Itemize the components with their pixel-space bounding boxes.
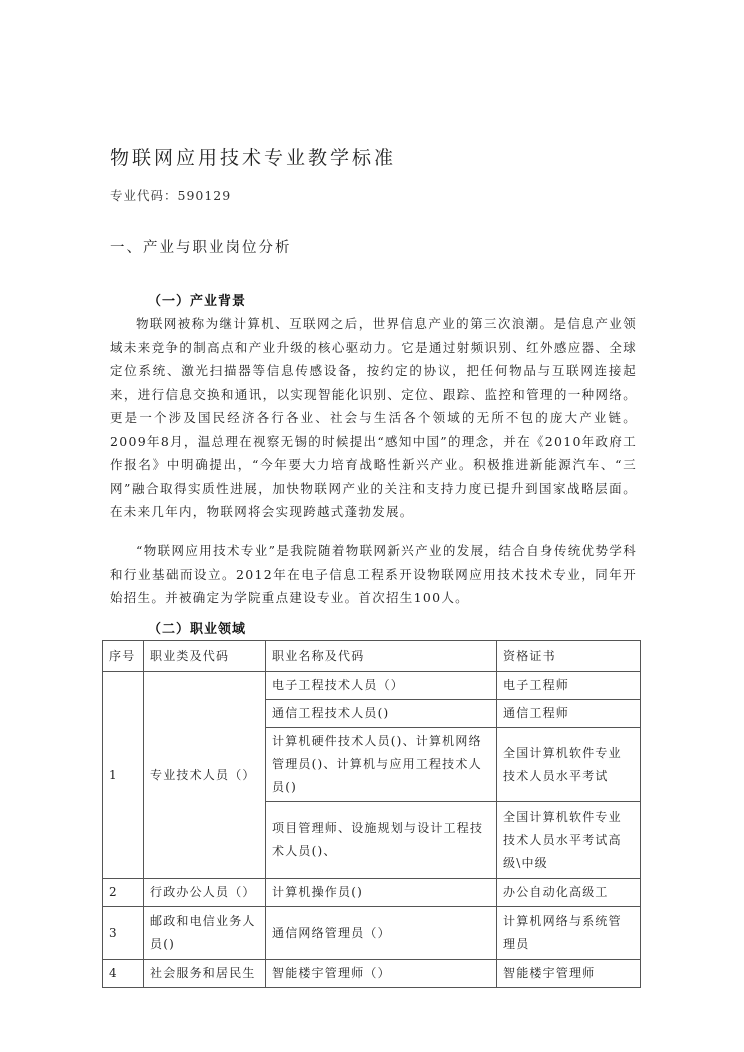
header-no: 序号: [103, 641, 144, 672]
cell-certificate: 通信工程师: [497, 700, 641, 728]
cell-job-name: 计算机操作员(): [266, 879, 497, 907]
cell-job-name: 计算机硬件技术人员()、计算机网络管理员()、计算机与应用工程技术人员(): [266, 728, 497, 802]
cell-job-name: 通信网络管理员（）: [266, 907, 497, 960]
cell-job-name: 项目管理师、设施规划与设计工程技术人员()、: [266, 802, 497, 879]
subsection-heading-career-fields: （二）职业领域: [148, 622, 247, 637]
header-job-name: 职业名称及代码: [266, 641, 497, 672]
cell-certificate: 全国计算机软件专业技术人员水平考试: [497, 728, 641, 802]
cell-job-name: 通信工程技术人员(): [266, 700, 497, 728]
cell-no: 2: [103, 879, 144, 907]
cell-certificate: 办公自动化高级工: [497, 879, 641, 907]
cell-category: 邮政和电信业务人员(): [144, 907, 266, 960]
cell-no: 1: [103, 672, 144, 879]
table-row: [103, 960, 641, 988]
header-category: 职业类及代码: [144, 641, 266, 672]
table-row: [103, 672, 641, 700]
document-title: 物联网应用技术专业教学标准: [110, 147, 397, 169]
cell-no: 3: [103, 907, 144, 960]
cell-job-name: 智能楼宇管理师（）: [266, 960, 497, 988]
header-certificate: 资格证书: [497, 641, 641, 672]
table-header-row: [103, 641, 641, 672]
cell-category: 专业技术人员（）: [144, 672, 266, 879]
cell-certificate: 智能楼宇管理师: [497, 960, 641, 988]
major-code: 专业代码：590129: [110, 188, 232, 203]
subsection-heading-industry-background: （一）产业背景: [148, 294, 247, 309]
paragraph-major-establishment: “物联网应用技术专业”是我院随着物联网新兴产业的发展，结合自身传统优势学科和行业基础而设立。2012年在电子信息工程系开设物联网应用技术技术专业，同年开始招生。并被确定为学院重点建设专业。首次招生100人。: [110, 543, 637, 605]
section-heading-industry-analysis: 一、产业与职业岗位分析: [110, 240, 292, 256]
cell-certificate: 电子工程师: [497, 672, 641, 700]
cell-no: 4: [103, 960, 144, 988]
cell-certificate: 全国计算机软件专业技术人员水平考试高级\中级: [497, 802, 641, 879]
table-row: [103, 879, 641, 907]
cell-category: 社会服务和居民生: [144, 960, 266, 988]
cell-job-name: 电子工程技术人员（）: [266, 672, 497, 700]
career-fields-table: [102, 640, 641, 988]
paragraph-industry-background: 物联网被称为继计算机、互联网之后，世界信息产业的第三次浪潮。是信息产业领域未来竞争的制高点和产业升级的核心驱动力。它是通过射频识别、红外感应器、全球定位系统、激光扫描器等信息传感设备，按约定的协议，把任何物品与互联网连接起来，进行信息交换和通讯，以实现智能化识别、定位、跟踪、监控和管理的一种网络。更是一个涉及国民经济各行各业、社会与生活各个领域的无所不包的庞大产业链。2009年8月，温总理在视察无锡的时候提出“感知中国”的理念，并在《2010年政府工作报名》中明确提出，“今年要大力培育战略性新兴产业。积极推进新能源汽车、“三网”融合取得实质性进展，加快物联网产业的关注和支持力度已提升到国家战略层面。在未来几年内，物联网将会实现跨越式蓬勃发展。: [110, 316, 637, 519]
cell-certificate: 计算机网络与系统管理员: [497, 907, 641, 960]
table-row: [103, 907, 641, 960]
cell-category: 行政办公人员（）: [144, 879, 266, 907]
